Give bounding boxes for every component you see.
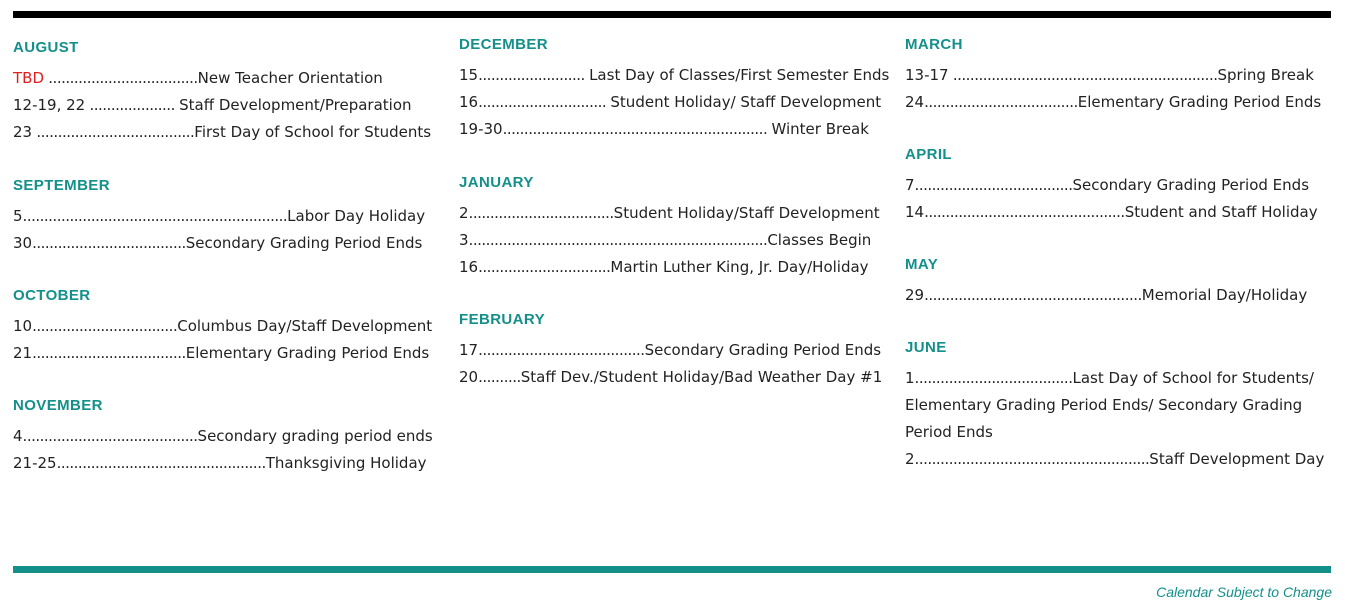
entry-leader: ............................................... [924,203,1125,221]
entry-leader: ....................................................... [914,450,1150,468]
entry-event: Spring Break [1217,66,1314,84]
entry-leader: .................... [85,96,180,114]
entry-date: 21-25 [13,454,57,472]
calendar-entry [13,313,438,340]
footer-note: Calendar Subject to Change [1156,584,1332,600]
calendar-entry [459,227,884,254]
calendar-entry [13,65,438,92]
entry-event: Labor Day Holiday [287,207,426,225]
calendar-entry [13,340,438,367]
entry-event: New Teacher Orientation [197,69,383,87]
entry-leader: ..................................... [32,123,195,141]
calendar-entry [905,62,1330,89]
calendar-entry [905,365,1315,446]
entry-event: Student Holiday/ Staff Development [610,93,882,111]
entry-date: 23 [13,123,33,141]
entry-event: First Day of School for Students [194,123,432,141]
calendar-entry [459,254,884,281]
entry-event: Secondary Grading Period Ends [1072,176,1310,194]
entry-event: Elementary Grading Period Ends [185,344,430,362]
month-title: JANUARY [459,174,534,191]
entry-date: 4 [13,427,23,445]
entry-leader: ...................................................................... [468,231,768,249]
month-title: OCTOBER [13,287,91,304]
entry-date: 3 [459,231,469,249]
month-title: MAY [905,256,939,273]
month-december [459,35,890,143]
calendar-entry [13,450,438,477]
entry-date: TBD [13,69,45,87]
entry-leader: .............................................................. [948,66,1218,84]
month-november [13,396,438,477]
entry-event: Secondary Grading Period Ends [644,341,882,359]
entry-event: Last Day of Classes/First Semester Ends [589,66,890,84]
calendar-entry [13,119,438,146]
entry-event: Student and Staff Holiday [1124,203,1318,221]
entry-event: Classes Begin [767,231,872,249]
month-title: NOVEMBER [13,397,103,414]
entry-event: Secondary grading period ends [197,427,433,445]
entry-event: Staff Dev./Student Holiday/Bad Weather Day #1 [520,368,883,386]
entry-date: 29 [905,286,925,304]
entry-date: 2 [905,450,915,468]
entry-event: Memorial Day/Holiday [1141,286,1308,304]
entry-date: 13-17 [905,66,949,84]
calendar-entry [905,89,1330,116]
entry-date: 1 [905,369,915,387]
calendar-entry [13,230,438,257]
entry-leader: .................................. [468,204,614,222]
month-title: APRIL [905,146,952,163]
calendar-entry [459,62,890,89]
entry-leader: ................................................. [56,454,266,472]
month-title: AUGUST [13,39,79,56]
top-divider [13,11,1331,18]
entry-date: 19-30 [459,120,503,138]
entry-leader: ................................................... [924,286,1142,304]
entry-event: Last Day of School for Students/ Elementary Grading Period Ends/ Secondary Grading Period Ends [905,369,1314,441]
entry-leader: ............................... [478,258,611,276]
entry-date: 16 [459,93,479,111]
month-title: FEBRUARY [459,311,545,328]
calendar-entry [13,92,438,119]
entry-date: 15 [459,66,479,84]
entry-event: Columbus Day/Staff Development [177,317,433,335]
calendar-entry [459,89,884,116]
entry-leader: .................................... [924,93,1078,111]
entry-event: Thanksgiving Holiday [265,454,427,472]
entry-date: 14 [905,203,925,221]
entry-event: Winter Break [771,120,869,138]
entry-leader: ..................................... [914,176,1073,194]
entry-leader: .............................................................. [502,120,772,138]
entry-event: Elementary Grading Period Ends [1077,93,1322,111]
entry-date: 16 [459,258,479,276]
entry-date: 24 [905,93,925,111]
entry-date: 5 [13,207,23,225]
month-january [459,173,884,281]
month-june [905,338,1330,473]
bottom-divider [13,566,1331,573]
entry-date: 7 [905,176,915,194]
entry-date: 21 [13,344,33,362]
month-september [13,176,438,257]
entry-leader: ......................... [478,66,590,84]
calendar-entry [459,364,884,391]
entry-leader: ................................... [44,69,198,87]
entry-date: 12-19, 22 [13,96,86,114]
entry-date: 10 [13,317,33,335]
calendar-entry [905,199,1330,226]
calendar-entry [905,446,1330,473]
month-march [905,35,1330,116]
entry-leader: .......... [478,368,521,386]
month-title: JUNE [905,339,947,356]
month-title: DECEMBER [459,36,549,53]
entry-leader: .................................... [32,344,186,362]
entry-date: 30 [13,234,33,252]
entry-leader: .............................. [478,93,611,111]
month-may [905,255,1330,309]
month-title: MARCH [905,36,963,53]
entry-leader: ..................................... [914,369,1073,387]
entry-leader: .................................... [32,234,186,252]
calendar-entry [905,282,1330,309]
calendar-entry [459,337,884,364]
entry-leader: ......................................... [22,427,198,445]
entry-leader: .................................. [32,317,178,335]
calendar-entry [459,116,884,143]
entry-event: Staff Development Day [1149,450,1325,468]
calendar-entry [13,203,438,230]
month-april [905,145,1330,226]
entry-date: 20 [459,368,479,386]
entry-event: Student Holiday/Staff Development [613,204,880,222]
entry-leader: ....................................... [478,341,645,359]
calendar-entry [905,172,1330,199]
calendar-entry [13,423,438,450]
month-october [13,286,438,367]
entry-date: 2 [459,204,469,222]
entry-event: Secondary Grading Period Ends [185,234,423,252]
entry-leader: .............................................................. [22,207,288,225]
entry-event: Martin Luther King, Jr. Day/Holiday [610,258,869,276]
entry-event: Staff Development/Preparation [179,96,412,114]
month-february [459,310,884,391]
month-august [13,38,438,146]
calendar-entry [459,200,884,227]
entry-date: 17 [459,341,479,359]
month-title: SEPTEMBER [13,177,110,194]
